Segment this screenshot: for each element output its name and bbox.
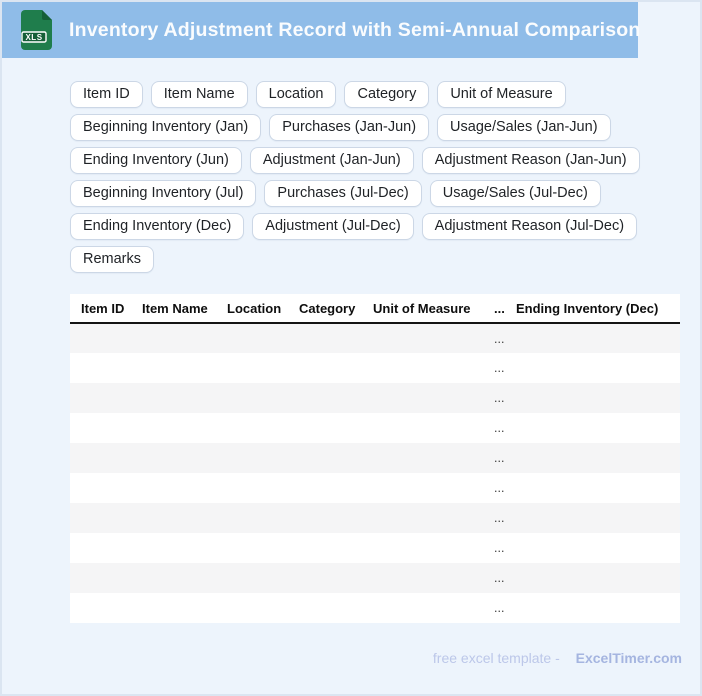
table-cell bbox=[216, 593, 288, 623]
table-cell bbox=[70, 383, 131, 413]
column-chip: Category bbox=[344, 81, 429, 108]
table-cell bbox=[505, 503, 680, 533]
table-cell bbox=[70, 503, 131, 533]
table-cell bbox=[216, 413, 288, 443]
table-cell bbox=[288, 443, 362, 473]
table-cell bbox=[131, 593, 216, 623]
table-cell bbox=[362, 383, 483, 413]
table-cell bbox=[362, 533, 483, 563]
chip-row bbox=[70, 213, 688, 240]
table-row bbox=[70, 593, 680, 623]
table-cell bbox=[70, 443, 131, 473]
table-cell bbox=[131, 323, 216, 353]
table-cell: ... bbox=[494, 391, 505, 405]
table-cell bbox=[505, 443, 680, 473]
table-row bbox=[70, 533, 680, 563]
column-chip: Item ID bbox=[70, 81, 143, 108]
column-chip: Purchases (Jan-Jun) bbox=[269, 114, 429, 141]
preview-table-wrap bbox=[70, 294, 680, 623]
table-cell bbox=[288, 473, 362, 503]
table-cell bbox=[131, 563, 216, 593]
table-cell bbox=[288, 593, 362, 623]
chip-row bbox=[70, 246, 688, 273]
chip-row bbox=[70, 81, 688, 108]
table-cell: ... bbox=[494, 481, 505, 495]
table-row bbox=[70, 563, 680, 593]
table-row bbox=[70, 503, 680, 533]
table-cell bbox=[505, 473, 680, 503]
column-chips bbox=[70, 81, 688, 279]
table-header-cell: ... bbox=[483, 294, 505, 323]
table-cell bbox=[362, 323, 483, 353]
table-cell bbox=[288, 563, 362, 593]
table-header-cell: Category bbox=[288, 294, 362, 323]
table-cell bbox=[362, 503, 483, 533]
table-cell bbox=[131, 383, 216, 413]
table-row bbox=[70, 413, 680, 443]
table-header-cell: Item ID bbox=[70, 294, 131, 323]
table-cell bbox=[216, 383, 288, 413]
column-chip: Ending Inventory (Dec) bbox=[70, 213, 244, 240]
table-cell bbox=[216, 323, 288, 353]
table-cell bbox=[131, 533, 216, 563]
column-chip: Adjustment Reason (Jul-Dec) bbox=[422, 213, 637, 240]
table-cell bbox=[288, 533, 362, 563]
column-chip: Adjustment (Jan-Jun) bbox=[250, 147, 414, 174]
table-cell bbox=[131, 353, 216, 383]
column-chip: Usage/Sales (Jan-Jun) bbox=[437, 114, 611, 141]
column-chip: Usage/Sales (Jul-Dec) bbox=[430, 180, 601, 207]
table-cell bbox=[505, 533, 680, 563]
table-row bbox=[70, 473, 680, 503]
table-cell bbox=[288, 353, 362, 383]
xls-badge-label: XLS bbox=[25, 33, 43, 42]
table-cell bbox=[288, 323, 362, 353]
table-cell bbox=[216, 353, 288, 383]
table-cell bbox=[362, 473, 483, 503]
xls-file-icon bbox=[19, 9, 55, 51]
table-cell bbox=[288, 413, 362, 443]
column-chip: Beginning Inventory (Jan) bbox=[70, 114, 261, 141]
table-cell: ... bbox=[494, 451, 505, 465]
table-cell: ... bbox=[494, 541, 505, 555]
table-cell: ... bbox=[494, 421, 505, 435]
chip-row bbox=[70, 180, 688, 207]
table-cell bbox=[505, 383, 680, 413]
table-cell bbox=[362, 353, 483, 383]
table-header-cell: Location bbox=[216, 294, 288, 323]
table-cell bbox=[362, 443, 483, 473]
table-cell bbox=[288, 503, 362, 533]
footer bbox=[433, 650, 682, 666]
table-cell: ... bbox=[494, 511, 505, 525]
table-cell: ... bbox=[494, 361, 505, 375]
chip-row bbox=[70, 114, 688, 141]
table-cell bbox=[362, 413, 483, 443]
table-cell bbox=[216, 503, 288, 533]
table-cell bbox=[70, 353, 131, 383]
table-cell bbox=[216, 443, 288, 473]
table-cell: ... bbox=[494, 331, 505, 346]
column-chip: Remarks bbox=[70, 246, 154, 273]
table-cell bbox=[131, 413, 216, 443]
table-cell bbox=[505, 323, 680, 353]
table-row bbox=[70, 443, 680, 473]
table-row bbox=[70, 383, 680, 413]
chip-row bbox=[70, 147, 688, 174]
footer-text: free excel template - bbox=[432, 650, 560, 666]
column-chip: Adjustment Reason (Jan-Jun) bbox=[422, 147, 640, 174]
table-cell bbox=[505, 353, 680, 383]
title-bar bbox=[2, 2, 641, 58]
table-cell bbox=[131, 503, 216, 533]
table-cell: ... bbox=[494, 571, 505, 585]
table-cell bbox=[505, 593, 680, 623]
table-cell bbox=[70, 593, 131, 623]
column-chip: Purchases (Jul-Dec) bbox=[264, 180, 421, 207]
table-row bbox=[70, 323, 680, 353]
column-chip: Item Name bbox=[151, 81, 248, 108]
table-row bbox=[70, 353, 680, 383]
column-chip: Adjustment (Jul-Dec) bbox=[252, 213, 413, 240]
table-cell bbox=[70, 413, 131, 443]
page-title: Inventory Adjustment Record with Semi-Annual Comparison bbox=[69, 18, 641, 41]
column-chip: Unit of Measure bbox=[437, 81, 565, 108]
table-header-row bbox=[70, 294, 680, 323]
table-cell: ... bbox=[494, 601, 505, 615]
exceltimer-link[interactable]: ExcelTimer.com bbox=[575, 650, 682, 666]
table-body bbox=[70, 323, 680, 623]
table-header-cell: Ending Inventory (Dec) bbox=[505, 294, 680, 323]
table-cell bbox=[216, 473, 288, 503]
table-cell bbox=[70, 533, 131, 563]
table-cell bbox=[362, 593, 483, 623]
table-cell bbox=[131, 473, 216, 503]
table-cell bbox=[131, 443, 216, 473]
table-header-cell: Item Name bbox=[131, 294, 216, 323]
preview-table bbox=[70, 294, 680, 623]
table-cell bbox=[288, 383, 362, 413]
column-chip: Location bbox=[256, 81, 337, 108]
table-cell bbox=[216, 563, 288, 593]
table-cell bbox=[70, 563, 131, 593]
column-chip: Ending Inventory (Jun) bbox=[70, 147, 242, 174]
table-cell bbox=[362, 563, 483, 593]
table-header-cell: Unit of Measure bbox=[362, 294, 483, 323]
table-cell bbox=[505, 413, 680, 443]
table-cell bbox=[70, 473, 131, 503]
column-chip: Beginning Inventory (Jul) bbox=[70, 180, 256, 207]
table-cell bbox=[216, 533, 288, 563]
table-cell bbox=[505, 563, 680, 593]
table-cell bbox=[70, 323, 131, 353]
